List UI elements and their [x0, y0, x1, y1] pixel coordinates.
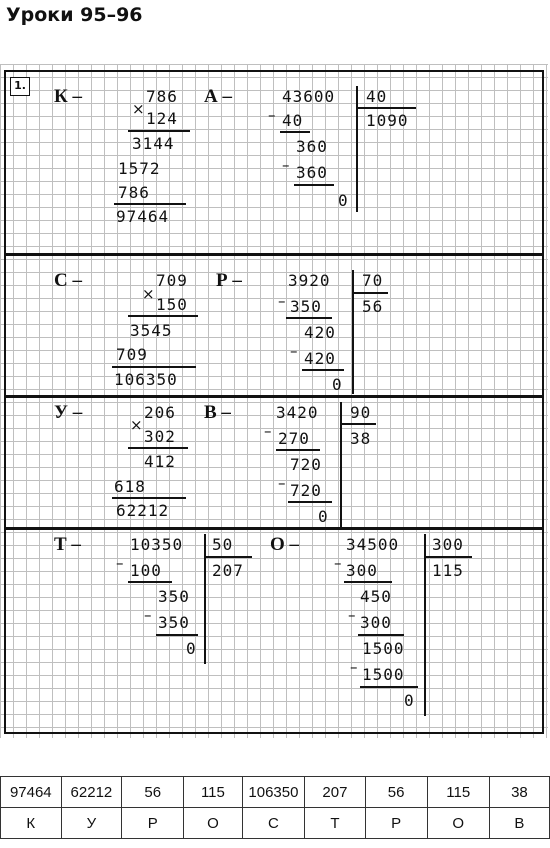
p-remainder: 0: [332, 375, 343, 394]
rule: [276, 449, 320, 451]
c-factor-a: 709: [156, 271, 188, 290]
answer-number: 56: [122, 777, 184, 808]
rule: [128, 130, 190, 132]
division-rule: [424, 556, 472, 558]
label-a: А –: [204, 86, 232, 107]
u-factor-b: 302: [144, 427, 176, 446]
a-remainder: 0: [338, 191, 349, 210]
minus-sign: –: [268, 106, 276, 124]
section-divider: [4, 527, 544, 530]
label-u: У –: [54, 402, 83, 423]
division-bar: [204, 534, 206, 664]
rule: [128, 447, 188, 449]
answer-table: [0, 776, 550, 839]
answer-letter: С: [242, 808, 305, 839]
a-sub-1: 40: [282, 111, 304, 130]
answer-number: 207: [305, 777, 365, 808]
b-divisor: 90: [350, 403, 372, 422]
minus-sign: –: [290, 342, 298, 360]
minus-sign: –: [350, 658, 358, 676]
division-bar: [352, 270, 354, 394]
answer-number: 97464: [1, 777, 62, 808]
answer-number: 106350: [242, 777, 305, 808]
rule: [294, 184, 334, 186]
u-partial-2: 618: [114, 477, 146, 496]
k-factor-b: 124: [146, 109, 178, 128]
c-result: 106350: [114, 370, 178, 389]
a-divisor: 40: [366, 87, 388, 106]
rule: [288, 501, 332, 503]
section-divider: [4, 253, 544, 256]
b-sub-3: 720: [290, 481, 322, 500]
t-sub-3: 350: [158, 613, 190, 632]
b-remainder: 0: [318, 507, 329, 526]
division-bar: [340, 402, 342, 528]
o-sub-4: 1500: [362, 639, 405, 658]
b-sub-2: 720: [290, 455, 322, 474]
o-sub-2: 450: [360, 587, 392, 606]
minus-sign: –: [116, 554, 124, 572]
o-dividend: 34500: [346, 535, 400, 554]
minus-sign: –: [264, 422, 272, 440]
answer-letter: К: [1, 808, 62, 839]
answer-letter: В: [489, 808, 549, 839]
division-rule: [356, 107, 416, 109]
p-sub-1: 350: [290, 297, 322, 316]
multiply-sign: ×: [142, 285, 155, 303]
p-sub-3: 420: [304, 349, 336, 368]
t-divisor: 50: [212, 535, 234, 554]
k-partial-1: 3144: [132, 134, 175, 153]
exercise-frame: [4, 70, 544, 734]
minus-sign: –: [278, 292, 286, 310]
k-result: 97464: [116, 207, 170, 226]
t-quotient: 207: [212, 561, 244, 580]
o-sub-1: 300: [346, 561, 378, 580]
minus-sign: –: [334, 554, 342, 572]
answer-number: 115: [427, 777, 489, 808]
division-rule: [340, 423, 376, 425]
rule: [128, 315, 198, 317]
u-result: 62212: [116, 501, 170, 520]
division-bar: [356, 86, 358, 212]
o-sub-5: 1500: [362, 665, 405, 684]
division-rule: [352, 292, 388, 294]
answer-letter: О: [184, 808, 242, 839]
label-t: Т –: [54, 534, 81, 555]
rule: [302, 369, 344, 371]
k-partial-3: 786: [118, 183, 150, 202]
minus-sign: –: [278, 474, 286, 492]
o-divisor: 300: [432, 535, 464, 554]
a-sub-2: 360: [296, 137, 328, 156]
p-divisor: 70: [362, 271, 384, 290]
rule: [112, 497, 186, 499]
answer-letter: У: [61, 808, 122, 839]
rule: [358, 634, 404, 636]
k-partial-2: 1572: [118, 159, 161, 178]
rule: [280, 131, 310, 133]
answer-letters-row: [1, 808, 550, 839]
rule: [128, 581, 172, 583]
label-k: К –: [54, 86, 83, 107]
minus-sign: –: [348, 606, 356, 624]
minus-sign: –: [282, 156, 290, 174]
answer-number: 56: [365, 777, 427, 808]
p-dividend: 3920: [288, 271, 331, 290]
answer-letter: Р: [365, 808, 427, 839]
t-remainder: 0: [186, 639, 197, 658]
b-quotient: 38: [350, 429, 372, 448]
label-b: В –: [204, 402, 231, 423]
t-sub-2: 350: [158, 587, 190, 606]
minus-sign: –: [144, 606, 152, 624]
answer-number: 62212: [61, 777, 122, 808]
rule: [344, 581, 392, 583]
rule: [156, 634, 198, 636]
section-divider: [4, 395, 544, 398]
label-c: С –: [54, 270, 82, 291]
answer-numbers-row: [1, 777, 550, 808]
c-factor-b: 150: [156, 295, 188, 314]
b-dividend: 3420: [276, 403, 319, 422]
p-quotient: 56: [362, 297, 384, 316]
answer-letter: Т: [305, 808, 365, 839]
task-number: 1.: [10, 77, 30, 96]
answer-number: 115: [184, 777, 242, 808]
p-sub-2: 420: [304, 323, 336, 342]
k-factor-a: 786: [146, 87, 178, 106]
answer-letter: Р: [122, 808, 184, 839]
u-partial-1: 412: [144, 452, 176, 471]
o-quotient: 115: [432, 561, 464, 580]
rule: [112, 366, 196, 368]
division-bar: [424, 534, 426, 716]
rule: [114, 203, 186, 205]
t-dividend: 10350: [130, 535, 184, 554]
a-sub-3: 360: [296, 163, 328, 182]
c-partial-2: 709: [116, 345, 148, 364]
multiply-sign: ×: [130, 416, 143, 434]
t-sub-1: 100: [130, 561, 162, 580]
b-sub-1: 270: [278, 429, 310, 448]
answer-number: 38: [489, 777, 549, 808]
a-quotient: 1090: [366, 111, 409, 130]
rule: [286, 317, 332, 319]
u-factor-a: 206: [144, 403, 176, 422]
o-sub-3: 300: [360, 613, 392, 632]
division-rule: [204, 556, 252, 558]
label-p: Р –: [216, 270, 242, 291]
a-dividend: 43600: [282, 87, 336, 106]
label-o: О –: [270, 534, 300, 555]
c-partial-1: 3545: [130, 321, 173, 340]
o-remainder: 0: [404, 691, 415, 710]
page-title: Уроки 95–96: [6, 4, 143, 26]
multiply-sign: ×: [132, 100, 145, 118]
rule: [360, 686, 418, 688]
answer-letter: О: [427, 808, 489, 839]
